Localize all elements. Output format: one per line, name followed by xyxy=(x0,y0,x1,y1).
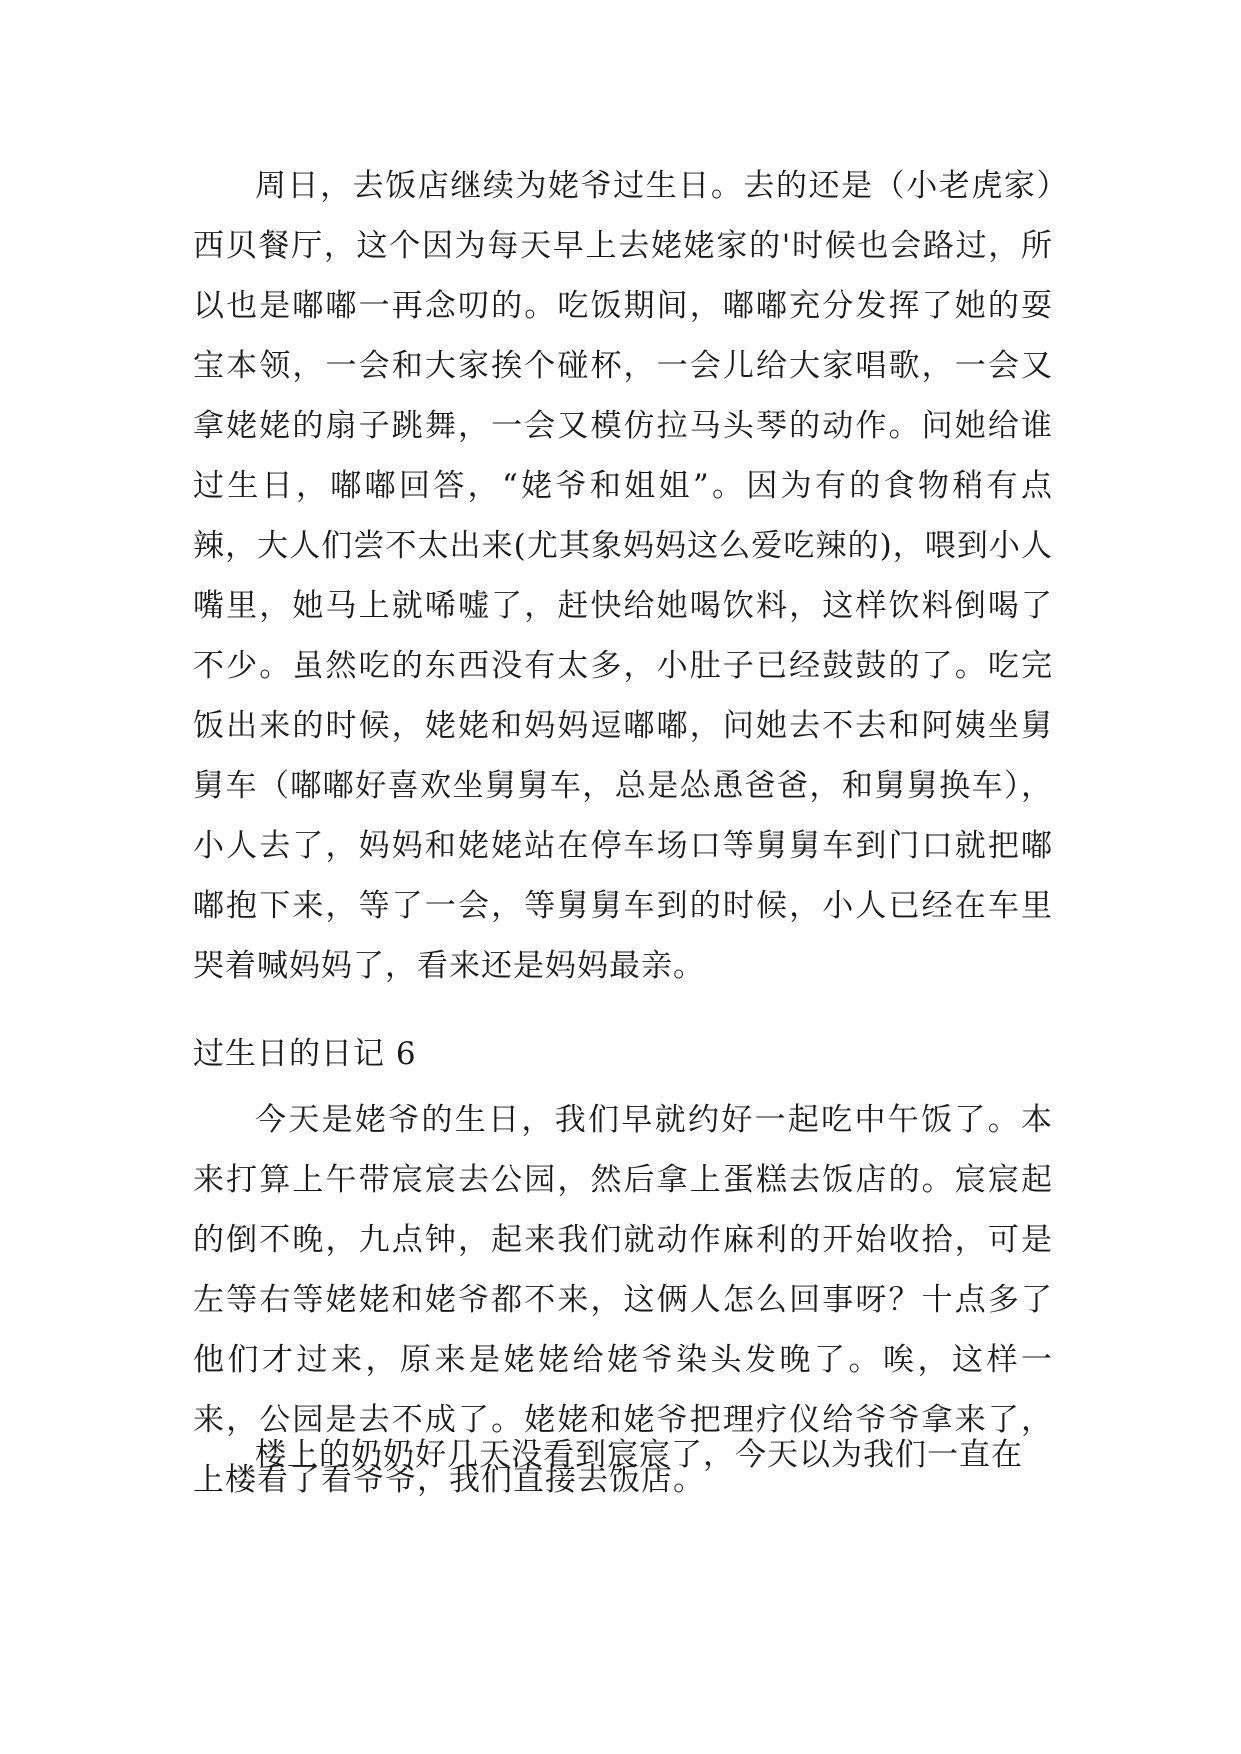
paragraph-grandma-upstairs: 楼上的奶奶好几天没看到宸宸了，今天以为我们一直在 xyxy=(255,1437,1023,1473)
paragraph-birthday-dinner: 周日，去饭店继续为姥爷过生日。去的还是（小老虎家）西贝餐厅，这个因为每天早上去姥姥家的'时候也会路过，所以也是嘟嘟一再念叨的。吃饭期间，嘟嘟充分发挥了她的耍宝本领，一会和大家挨个碰杯，一会儿给大家唱歌，一会又拿姥姥的扇子跳舞，一会又模仿拉马头琴的动作。问她给谁过生日，嘟嘟回答，“姥爷和姐姐”。因为有的食物稍有点辣，大人们尝不太出来(尤其象妈妈这么爱吃辣的)，喂到小人嘴里，她马上就唏嘘了，赶快给她喝饮料，这样饮料倒喝了不少。虽然吃的东西没有太多，小肚子已经鼓鼓的了。吃完饭出来的时候，姥姥和妈妈逗嘟嘟，问她去不去和阿姨坐舅舅车（嘟嘟好喜欢坐舅舅车，总是怂恿爸爸，和舅舅换车），小人去了，妈妈和姥姥站在停车场口等舅舅车到门口就把嘟嘟抱下来，等了一会，等舅舅车到的时候，小人已经在车里哭着喊妈妈了，看来还是妈妈最亲。 xyxy=(193,168,1053,984)
section-heading: 过生日的日记 6 xyxy=(193,1036,417,1072)
paragraph-grandpa-birthday: 今天是姥爷的生日，我们早就约好一起吃中午饭了。本来打算上午带宸宸去公园，然后拿上蛋糕去饭店的。宸宸起的倒不晚，九点钟，起来我们就动作麻利的开始收拾，可是左等右等姥姥和姥爷都不来，这俩人怎么回事呀？十点多了他们才过来，原来是姥姥给姥爷染头发晚了。唉，这样一来，公园是去不成了。姥姥和姥爷把理疗仪给爷爷拿来了，上楼看了看爷爷，我们直接去饭店。 xyxy=(193,1102,1053,1498)
